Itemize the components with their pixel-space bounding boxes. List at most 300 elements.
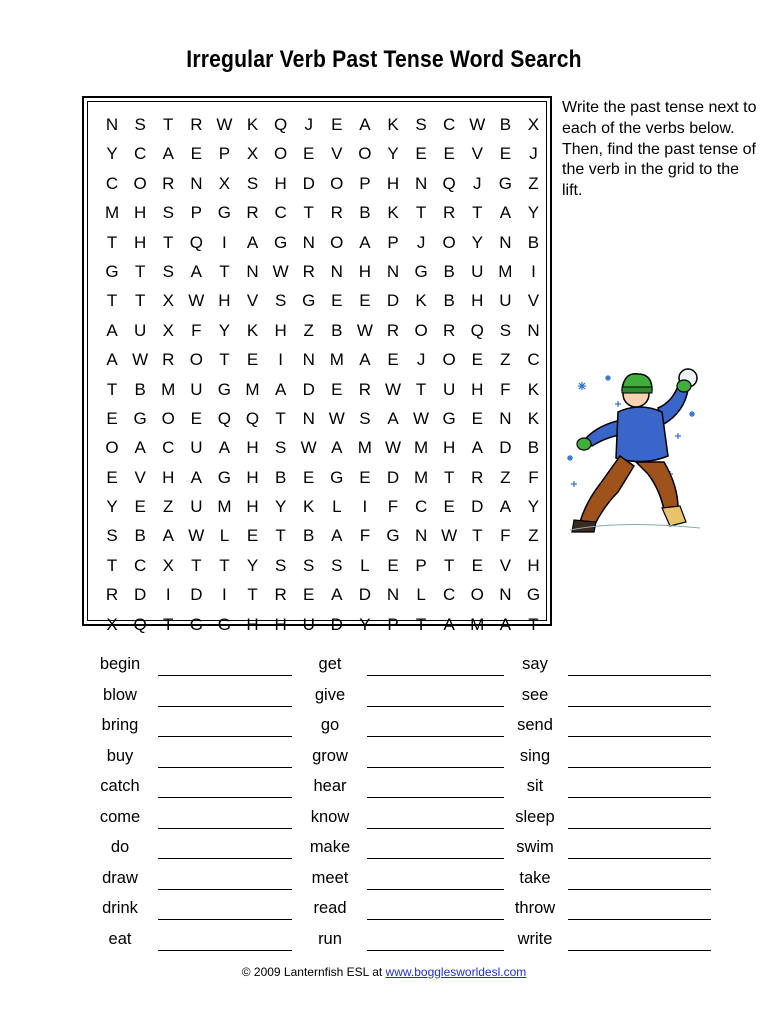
grid-letter: T <box>106 379 118 399</box>
answer-line[interactable] <box>367 706 504 707</box>
grid-letter: A <box>331 438 343 458</box>
grid-letter: K <box>527 408 540 428</box>
grid-letter: J <box>304 115 313 134</box>
grid-letter: Z <box>500 467 511 487</box>
grid-letter: C <box>274 203 287 223</box>
grid-letter: L <box>416 585 426 605</box>
grid-letter: Y <box>471 232 483 252</box>
grid-letter: X <box>246 144 259 164</box>
website-link[interactable]: www.bogglesworldesl.com <box>385 965 527 979</box>
grid-letter: E <box>303 467 315 487</box>
grid-letter: A <box>218 438 231 458</box>
grid-letter: A <box>359 115 371 134</box>
answer-line[interactable] <box>568 858 711 859</box>
grid-letter: M <box>413 438 429 458</box>
grid-letter: X <box>162 555 174 575</box>
answer-line[interactable] <box>367 828 504 829</box>
verb-label: come <box>99 807 141 826</box>
verb-label: do <box>110 838 130 856</box>
grid-letter: P <box>359 173 371 193</box>
answer-line[interactable] <box>367 919 504 920</box>
grid-letter: W <box>413 408 430 428</box>
grid-letter: R <box>274 585 287 605</box>
grid-letter: T <box>472 203 483 223</box>
grid-letter: Q <box>133 614 147 634</box>
instructions-text: Write the past tense next to each of the verbs below. Then, find the past tense of the verb in the grid to the lift. <box>562 99 757 200</box>
grid-letter: E <box>471 350 483 370</box>
grid-letter: B <box>443 261 455 281</box>
grid-letter: T <box>415 379 427 399</box>
grid-letter: K <box>527 379 540 399</box>
grid-letter: K <box>415 291 427 311</box>
answer-line[interactable] <box>158 950 292 951</box>
grid-letter: W <box>216 115 233 134</box>
grid-letter: E <box>359 291 371 311</box>
grid-letter: T <box>163 232 174 252</box>
grid-letter: C <box>134 144 147 164</box>
grid-letter: T <box>219 350 230 370</box>
grid-letter: S <box>359 408 371 428</box>
grid-letter: S <box>106 526 118 546</box>
answer-line[interactable] <box>158 919 292 920</box>
grid-letter: A <box>106 350 118 370</box>
verb-label: send <box>517 716 553 734</box>
grid-letter: R <box>162 350 175 370</box>
answer-line[interactable] <box>568 767 711 768</box>
grid-letter: A <box>331 526 343 546</box>
grid-letter: O <box>442 350 456 370</box>
grid-letter: Z <box>163 497 174 517</box>
answer-line[interactable] <box>367 889 504 890</box>
verb-label: write <box>517 929 553 948</box>
grid-letter: B <box>134 379 146 399</box>
grid-letter: T <box>219 261 230 281</box>
answer-line[interactable] <box>568 736 711 737</box>
grid-letter: T <box>528 614 539 634</box>
grid-letter: E <box>190 408 202 428</box>
grid-letter: A <box>246 232 259 252</box>
grid-letter: W <box>188 526 205 546</box>
grid-letter: M <box>357 438 372 458</box>
grid-letter: E <box>106 408 118 428</box>
grid-letter: E <box>303 585 315 605</box>
grid-letter: L <box>332 497 342 517</box>
grid-letter: H <box>358 261 372 281</box>
grid-letter: Y <box>527 497 540 517</box>
grid-letter: G <box>498 173 512 193</box>
grid-letter: T <box>219 555 230 575</box>
grid-letter: C <box>443 585 456 605</box>
grid-letter: D <box>302 379 315 399</box>
grid-letter: N <box>414 173 428 193</box>
verb-label: buy <box>106 746 134 765</box>
grid-letter: G <box>386 526 400 546</box>
answer-line[interactable] <box>568 675 711 676</box>
grid-letter: A <box>359 350 371 370</box>
grid-letter: R <box>358 379 372 399</box>
grid-letter: B <box>303 526 315 546</box>
grid-letter: V <box>499 555 512 575</box>
grid-letter: W <box>328 408 345 428</box>
grid-letter: Y <box>218 320 231 340</box>
verb-label: take <box>519 868 551 887</box>
page-title: Irregular Verb Past Tense Word Search <box>186 46 582 73</box>
grid-letter: Q <box>245 408 260 428</box>
grid-letter: G <box>105 261 119 281</box>
grid-letter: X <box>162 320 174 340</box>
grid-letter: T <box>415 614 427 634</box>
grid-letter: Z <box>303 320 314 340</box>
grid-letter: F <box>500 379 511 399</box>
grid-letter: P <box>387 232 399 252</box>
grid-letter: Z <box>500 350 511 370</box>
answer-line[interactable] <box>367 950 504 951</box>
grid-letter: J <box>416 232 426 252</box>
word-search-grid <box>82 96 552 634</box>
verb-label: blow <box>103 685 137 704</box>
grid-letter: N <box>190 173 203 193</box>
grid-letter: T <box>247 585 258 605</box>
grid-letter: T <box>163 614 174 634</box>
grid-letter: R <box>443 203 456 223</box>
grid-letter: J <box>529 144 538 164</box>
grid-letter: W <box>188 291 205 311</box>
verb-label: run <box>318 929 342 948</box>
grid-letter: U <box>190 438 203 458</box>
verb-label: drink <box>102 899 138 917</box>
grid-letter: I <box>531 261 536 281</box>
grid-letter: S <box>274 555 287 575</box>
grid-letter: V <box>331 144 343 164</box>
answer-line[interactable] <box>367 736 504 737</box>
grid-letter: G <box>302 291 316 311</box>
grid-letter: U <box>190 497 203 517</box>
grid-letter: Q <box>470 320 484 340</box>
answer-line[interactable] <box>158 706 292 707</box>
grid-letter: F <box>191 320 202 340</box>
grid-letter: E <box>471 408 483 428</box>
grid-letter: P <box>190 203 202 223</box>
grid-letter: S <box>134 115 146 134</box>
verb-label: say <box>522 655 548 673</box>
grid-letter: E <box>443 497 455 517</box>
grid-letter: C <box>105 173 119 193</box>
grid-letter: T <box>134 291 146 311</box>
grid-letter: S <box>274 291 287 311</box>
grid-letter: W <box>272 261 289 281</box>
grid-letter: N <box>246 261 259 281</box>
grid-letter: N <box>302 350 315 370</box>
grid-letter: E <box>246 526 259 546</box>
answer-line[interactable] <box>568 797 711 798</box>
grid-letter: H <box>527 555 540 575</box>
grid-letter: K <box>246 320 259 340</box>
grid-letter: E <box>331 291 343 311</box>
grid-letter: I <box>222 232 227 252</box>
grid-letter: A <box>331 585 343 605</box>
grid-letter: J <box>416 350 426 370</box>
grid-letter: M <box>104 203 120 223</box>
grid-letter: B <box>331 320 343 340</box>
grid-letter: B <box>274 467 287 487</box>
grid-letter: U <box>302 614 315 634</box>
grid-letter: N <box>499 232 512 252</box>
grid-letter: N <box>499 408 512 428</box>
grid-letter: N <box>105 115 119 134</box>
grid-letter: N <box>386 585 400 605</box>
grid-letter: T <box>163 115 174 134</box>
grid-letter: H <box>134 232 147 252</box>
grid-letter: H <box>443 438 456 458</box>
grid-letter: I <box>222 585 227 605</box>
verb-label: eat <box>108 929 132 948</box>
verb-label: sleep <box>515 807 555 826</box>
grid-letter: E <box>443 144 455 164</box>
grid-letter: D <box>471 497 484 517</box>
grid-letter: E <box>331 115 343 134</box>
grid-letter: H <box>162 467 175 487</box>
answer-line[interactable] <box>568 919 711 920</box>
grid-letter: R <box>471 467 484 487</box>
grid-letter: R <box>190 115 203 134</box>
grid-letter: W <box>384 438 401 458</box>
grid-letter: T <box>472 526 483 546</box>
grid-letter: P <box>415 555 427 575</box>
answer-line[interactable] <box>568 828 711 829</box>
answer-line[interactable] <box>568 889 711 890</box>
grid-letter: G <box>189 614 203 634</box>
grid-letter: R <box>246 203 259 223</box>
grid-letter: G <box>273 232 288 252</box>
grid-letter: O <box>442 232 456 252</box>
grid-letter: H <box>246 467 259 487</box>
grid-letter: F <box>387 497 399 517</box>
grid-letter: Z <box>528 173 539 193</box>
grid-letter: F <box>500 526 511 546</box>
grid-letter: A <box>162 144 174 164</box>
answer-line[interactable] <box>367 675 504 676</box>
grid-letter: W <box>300 438 317 458</box>
verb-label: bring <box>101 716 139 734</box>
verb-label: sing <box>519 746 551 765</box>
grid-letter: A <box>499 203 512 223</box>
grid-letter: D <box>134 585 147 605</box>
grid-letter: X <box>527 115 540 134</box>
grid-letter: Y <box>359 614 371 634</box>
grid-letter: I <box>362 497 368 517</box>
grid-letter: O <box>273 144 288 164</box>
grid-letter: W <box>384 379 401 399</box>
grid-letter: N <box>330 261 343 281</box>
answer-line[interactable] <box>367 767 504 768</box>
grid-letter: B <box>134 526 146 546</box>
grid-letter: B <box>359 203 371 223</box>
grid-letter: A <box>499 614 512 634</box>
grid-letter: B <box>499 115 512 134</box>
grid-letter: G <box>133 408 147 428</box>
grid-letter: B <box>527 438 540 458</box>
grid-letter: E <box>387 555 399 575</box>
grid-letter: A <box>471 438 483 458</box>
answer-line[interactable] <box>568 706 711 707</box>
answer-line[interactable] <box>158 675 292 676</box>
grid-letter: G <box>217 379 232 399</box>
grid-letter: H <box>246 497 259 517</box>
grid-letter: R <box>443 320 456 340</box>
grid-letter: K <box>303 497 315 517</box>
grid-letter: T <box>275 408 286 428</box>
grid-letter: C <box>162 438 175 458</box>
grid-letter: O <box>470 585 484 605</box>
grid-letter: E <box>415 144 427 164</box>
answer-line[interactable] <box>158 797 292 798</box>
answer-line[interactable] <box>158 736 292 737</box>
grid-letter: E <box>134 497 146 517</box>
grid-letter: E <box>471 555 483 575</box>
grid-letter: T <box>134 261 146 281</box>
grid-letter: A <box>359 232 371 252</box>
verb-label: catch <box>100 777 140 795</box>
answer-line[interactable] <box>367 858 504 859</box>
grid-letter: J <box>473 173 482 193</box>
grid-letter: K <box>387 203 399 223</box>
grid-letter: S <box>499 320 512 340</box>
grid-letter: N <box>499 585 512 605</box>
verb-label: go <box>320 716 340 734</box>
grid-letter: T <box>443 555 455 575</box>
answer-line[interactable] <box>158 828 292 829</box>
grid-letter: E <box>246 350 259 370</box>
grid-letter: D <box>386 467 400 487</box>
grid-letter: H <box>471 379 484 399</box>
verb-label: grow <box>312 746 348 765</box>
grid-letter: X <box>218 173 231 193</box>
grid-letter: S <box>162 261 174 281</box>
verb-label: get <box>318 655 342 673</box>
grid-letter: W <box>469 115 486 134</box>
grid-letter: N <box>386 261 400 281</box>
grid-letter: E <box>106 467 118 487</box>
grid-letter: I <box>165 585 171 605</box>
answer-line[interactable] <box>158 767 292 768</box>
grid-letter: O <box>189 350 203 370</box>
grid-letter: F <box>359 526 371 546</box>
grid-letter: G <box>526 585 541 605</box>
grid-letter: W <box>132 350 149 370</box>
grid-letter: D <box>190 585 203 605</box>
grid-letter: M <box>217 497 232 517</box>
grid-letter: R <box>162 173 175 193</box>
grid-letter: R <box>302 261 315 281</box>
grid-letter: D <box>302 173 315 193</box>
grid-letter: T <box>275 526 286 546</box>
grid-letter: N <box>302 408 315 428</box>
grid-letter: B <box>527 232 540 252</box>
grid-letter: S <box>274 438 287 458</box>
grid-letter: C <box>134 555 147 575</box>
grid-letter: M <box>498 261 513 281</box>
grid-letter: Y <box>106 497 118 517</box>
grid-letter: A <box>106 320 118 340</box>
grid-letter: Z <box>528 526 539 546</box>
verb-label: sit <box>526 777 544 795</box>
grid-letter: G <box>217 467 232 487</box>
grid-letter: C <box>527 350 540 370</box>
grid-letter: E <box>190 144 202 164</box>
grid-letter: C <box>414 497 428 517</box>
grid-letter: H <box>471 291 484 311</box>
grid-letter: M <box>413 467 429 487</box>
answer-line[interactable] <box>568 950 711 951</box>
grid-letter: T <box>191 555 202 575</box>
grid-letter: K <box>246 115 259 134</box>
grid-letter: Y <box>527 203 540 223</box>
grid-letter: S <box>331 555 343 575</box>
grid-letter: A <box>134 438 146 458</box>
grid-letter: W <box>356 320 373 340</box>
grid-letter: G <box>414 261 428 281</box>
grid-letter: H <box>218 291 231 311</box>
grid-letter: L <box>360 555 370 575</box>
grid-letter: A <box>190 467 202 487</box>
answer-line[interactable] <box>367 797 504 798</box>
verb-label: see <box>521 685 549 704</box>
grid-letter: D <box>330 614 343 634</box>
grid-letter: S <box>246 173 259 193</box>
verb-label: swim <box>516 838 554 856</box>
grid-letter: Y <box>106 144 118 164</box>
grid-letter: K <box>387 115 399 134</box>
grid-letter: Q <box>217 408 232 428</box>
grid-letter: A <box>387 408 399 428</box>
grid-letter: O <box>133 173 147 193</box>
grid-letter: V <box>471 144 483 164</box>
grid-letter: D <box>386 291 400 311</box>
verb-label: make <box>309 838 351 856</box>
answer-line[interactable] <box>158 889 292 890</box>
grid-inner-border <box>87 101 547 634</box>
grid-letter: Q <box>442 173 456 193</box>
grid-letter: M <box>161 379 176 399</box>
grid-letter: T <box>106 232 118 252</box>
grid-letter: D <box>358 585 372 605</box>
grid-letter: N <box>414 526 428 546</box>
grid-letter: M <box>245 379 260 399</box>
grid-letter: Y <box>246 555 259 575</box>
verb-label: read <box>313 899 347 917</box>
grid-letter: P <box>387 614 399 634</box>
answer-line[interactable] <box>158 858 292 859</box>
grid-letter: E <box>303 144 315 164</box>
verb-label: throw <box>514 899 556 917</box>
grid-letter: A <box>162 526 174 546</box>
grid-letter: T <box>443 467 455 487</box>
verb-label: meet <box>311 868 349 887</box>
grid-letter: Y <box>274 497 287 517</box>
grid-letter: V <box>246 291 259 311</box>
grid-letter: H <box>274 173 287 193</box>
grid-letter: N <box>527 320 540 340</box>
verb-label: know <box>310 807 350 826</box>
grid-letter: H <box>386 173 400 193</box>
verb-label: hear <box>313 777 347 795</box>
grid-letter: G <box>217 203 232 223</box>
grid-letter: F <box>528 467 539 487</box>
grid-letter: S <box>303 555 315 575</box>
grid-letter: G <box>330 467 344 487</box>
grid-letter: H <box>246 614 259 634</box>
grid-letter: O <box>161 408 175 428</box>
